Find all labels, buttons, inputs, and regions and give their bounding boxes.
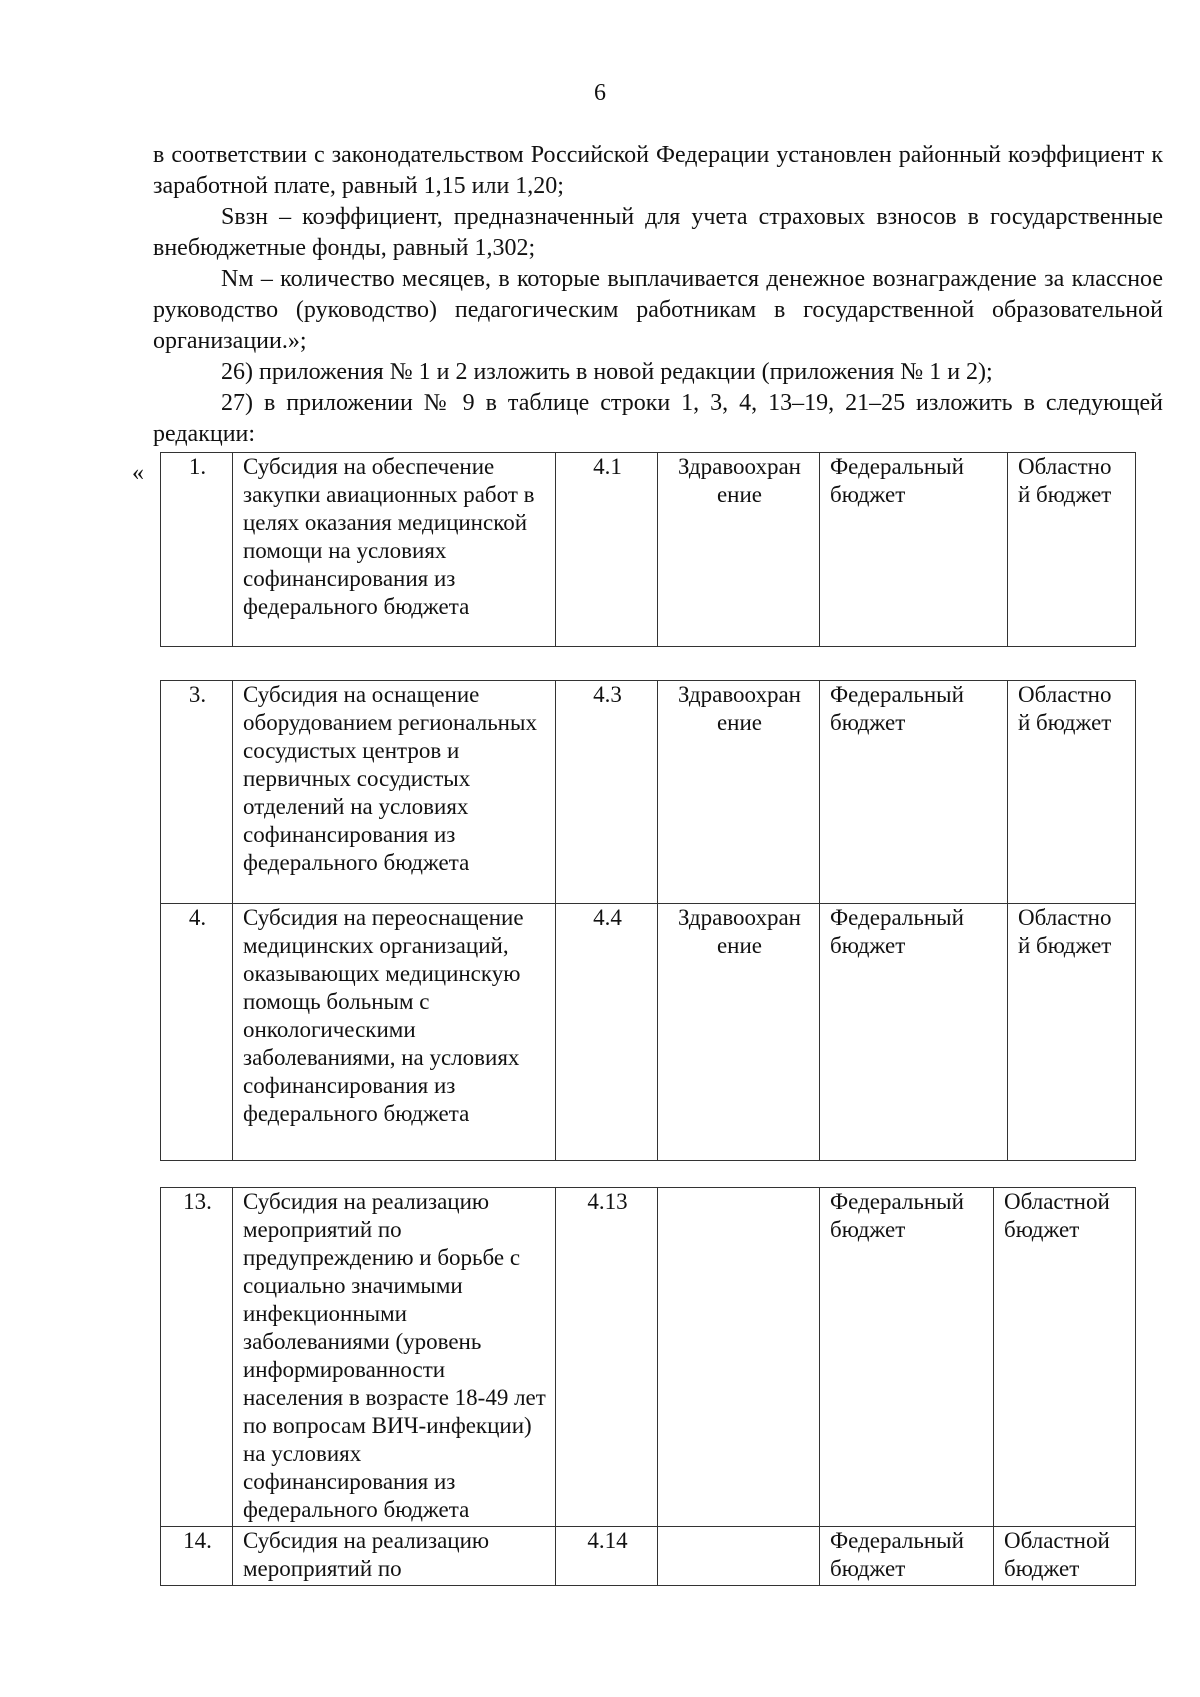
recipient-budget: Областной бюджет	[994, 1527, 1136, 1586]
row-number: 14.	[161, 1527, 233, 1586]
subsidy-code: 4.3	[556, 681, 658, 904]
row-number: 4.	[161, 904, 233, 1161]
body-text	[153, 140, 1163, 450]
recipient-budget: Областно й бюджет	[1008, 681, 1136, 904]
recipient-budget: Областно й бюджет	[1008, 904, 1136, 1161]
subsidy-name: Субсидия на переоснащение медицинских организаций, оказывающих медицинскую помощь больным с онкологическими заболеваниями, на условиях софинансирования из федерального бюджета	[233, 904, 556, 1161]
paragraph-5: 27) в приложении № 9 в таблице строки 1, 3, 4, 13–19, 21–25 изложить в следующей редакции:	[153, 390, 1163, 447]
subsidy-name: Субсидия на реализацию мероприятий по	[233, 1527, 556, 1586]
table-row	[161, 1527, 1136, 1586]
sector: Здравоохран ение	[658, 904, 820, 1161]
subsidy-code: 4.4	[556, 904, 658, 1161]
table-1	[160, 452, 1136, 647]
subsidy-name: Субсидия на обеспечение закупки авиационных работ в целях оказания медицинской помощи на условиях софинансирования из федерального бюджета	[233, 453, 556, 647]
subsidy-code: 4.14	[556, 1527, 658, 1586]
subsidy-code: 4.13	[556, 1188, 658, 1527]
subsidy-name: Субсидия на оснащение оборудованием региональных сосудистых центров и первичных сосудистых отделений на условиях софинансирования из федерального бюджета	[233, 681, 556, 904]
recipient-budget: Областно й бюджет	[1008, 453, 1136, 647]
funding-source: Федеральный бюджет	[820, 453, 1008, 647]
sector	[658, 1527, 820, 1586]
row-number: 1.	[161, 453, 233, 647]
funding-source: Федеральный бюджет	[820, 1527, 994, 1586]
recipient-budget: Областной бюджет	[994, 1188, 1136, 1527]
paragraph-4: 26) приложения № 1 и 2 изложить в новой редакции (приложения № 1 и 2);	[221, 359, 993, 385]
table-2	[160, 680, 1136, 1161]
funding-source: Федеральный бюджет	[820, 1188, 994, 1527]
funding-source: Федеральный бюджет	[820, 904, 1008, 1161]
funding-source: Федеральный бюджет	[820, 681, 1008, 904]
table-row	[161, 453, 1136, 647]
paragraph-3: Nм – количество месяцев, в которые выплачивается денежное вознаграждение за классное руководство (руководство) педагогическим работникам в государственной образовательной организации.»;	[153, 266, 1163, 354]
sector: Здравоохран ение	[658, 681, 820, 904]
sector	[658, 1188, 820, 1527]
paragraph-2: Sвзн – коэффициент, предназначенный для учета страховых взносов в государственные внебюджетные фонды, равный 1,302;	[153, 204, 1163, 261]
sector: Здравоохран ение	[658, 453, 820, 647]
row-number: 13.	[161, 1188, 233, 1527]
subsidy-name: Субсидия на реализацию мероприятий по предупреждению и борьбе с социально значимыми инфекционными заболеваниями (уровень информированности населения в возрасте 18-49 лет по вопросам ВИЧ-инфекции) на условиях софинансирования из федерального бюджета	[233, 1188, 556, 1527]
table-3	[160, 1187, 1136, 1586]
table-row	[161, 681, 1136, 904]
table-row	[161, 904, 1136, 1161]
table-row	[161, 1188, 1136, 1527]
paragraph-1: в соответствии с законодательством Российской Федерации установлен районный коэффициент к заработной плате, равный 1,15 или 1,20;	[153, 142, 1163, 199]
page-number: 6	[594, 80, 606, 106]
opening-quote: «	[132, 460, 144, 486]
row-number: 3.	[161, 681, 233, 904]
subsidy-code: 4.1	[556, 453, 658, 647]
